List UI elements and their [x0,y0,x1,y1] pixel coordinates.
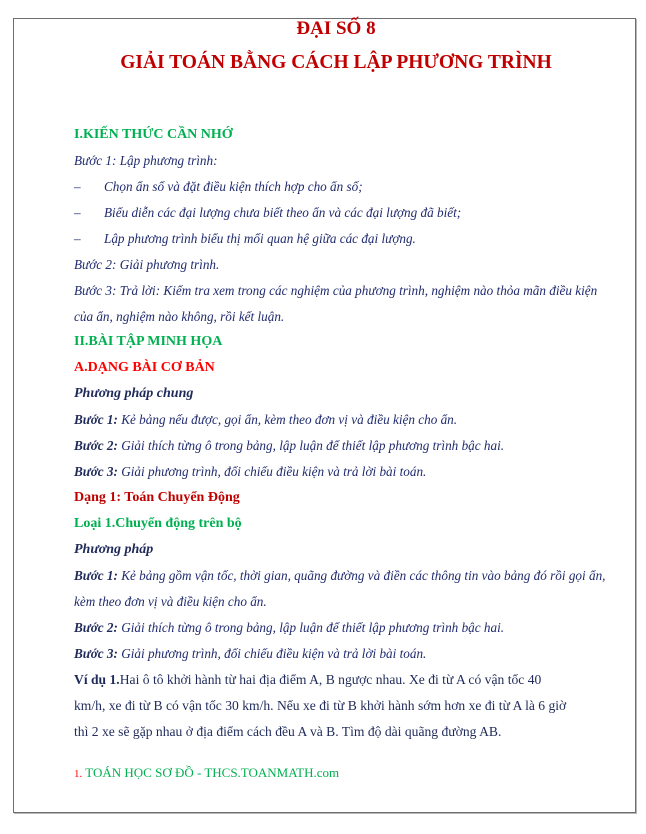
example-label: Ví dụ 1. [74,672,120,687]
footer-page-number: 1. [74,768,83,780]
section-2-heading: II.BÀI TẬP MINH HỌA [74,334,223,349]
list-item [74,205,461,221]
list-item-text: Chọn ẩn số và đặt điều kiện thích hợp cho ẩn số; [104,179,363,194]
step-3-text-line1: Bước 3: Trả lời: Kiểm tra xem trong các nghiệm của phương trình, nghiệm nào thỏa mãn điều kiện [74,283,598,298]
step-label: Bước 3: [74,646,118,661]
general-step-1 [74,412,457,428]
general-step-3 [74,464,426,480]
general-method-heading: Phương pháp chung [74,386,194,401]
motion-step-2 [74,620,504,636]
step-text: Giải thích từng ô trong bảng, lập luận để thiết lập phương trình bậc hai. [117,438,505,453]
footer-text: TOÁN HỌC SƠ ĐỒ - THCS.TOANMATH.com [82,765,340,780]
step-label: Bước 2: [74,620,118,635]
motion-step-3 [74,646,426,662]
example-text: Hai ô tô khởi hành từ hai địa điểm A, B ngược nhau. Xe đi từ A có vận tốc 40 [119,672,542,687]
kind-1-heading: Loại 1.Chuyển động trên bộ [74,516,242,531]
step-label: Bước 3: [74,464,118,479]
document-title: ĐẠI SỐ 8 [296,18,376,39]
step-2-text: Bước 2: Giải phương trình. [74,257,220,272]
method-heading: Phương pháp [74,542,154,557]
step-label: Bước 1: [74,412,118,427]
dash-bullet: – [74,231,81,246]
list-item-text: Biểu diễn các đại lượng chưa biết theo ẩn và các đại lượng đã biết; [104,205,462,220]
step-text: Giải phương trình, đối chiếu điều kiện và trả lời bài toán. [117,646,427,661]
step-3-text-line2: của ẩn, nghiệm nào không, rồi kết luận. [74,309,285,324]
example-1-line1 [74,672,541,688]
list-item-text: Lập phương trình biểu thị mối quan hệ giữa các đại lượng. [104,231,416,246]
step-label: Bước 1: [74,568,118,583]
section-2a-heading: A.DẠNG BÀI CƠ BẢN [74,360,215,375]
step-1-label: Bước 1: Lập phương trình: [74,153,218,168]
dash-bullet: – [74,205,81,220]
step-text: Kẻ bảng nếu được, gọi ẩn, kèm theo đơn vị và điều kiện cho ẩn. [117,412,458,427]
list-item [74,231,416,247]
document-subtitle: GIẢI TOÁN BẰNG CÁCH LẬP PHƯƠNG TRÌNH [120,52,552,73]
page-footer [74,765,339,781]
dash-bullet: – [74,179,81,194]
step-text: Giải phương trình, đối chiếu điều kiện và trả lời bài toán. [117,464,427,479]
section-1-heading: I.KIẾN THỨC CẦN NHỚ [74,127,233,142]
type-1-heading: Dạng 1: Toán Chuyển Động [74,490,240,505]
general-step-2 [74,438,504,454]
motion-step-1-line2: kèm theo đơn vị và điều kiện cho ẩn. [74,594,267,609]
example-1-line2: km/h, xe đi từ B có vận tốc 30 km/h. Nếu xe đi từ B khởi hành sớm hơn xe đi từ A là 6 giờ [74,698,567,713]
motion-step-1 [74,568,605,584]
step-text: Kẻ bảng gồm vận tốc, thời gian, quãng đường và điền các thông tin vào bảng đó rồi gọi ẩn, [117,568,606,583]
step-text: Giải thích từng ô trong bảng, lập luận để thiết lập phương trình bậc hai. [117,620,505,635]
list-item [74,179,363,195]
example-1-line3: thì 2 xe sẽ gặp nhau ở địa điểm cách đều A và B. Tìm độ dài quãng đường AB. [74,724,502,739]
step-label: Bước 2: [74,438,118,453]
